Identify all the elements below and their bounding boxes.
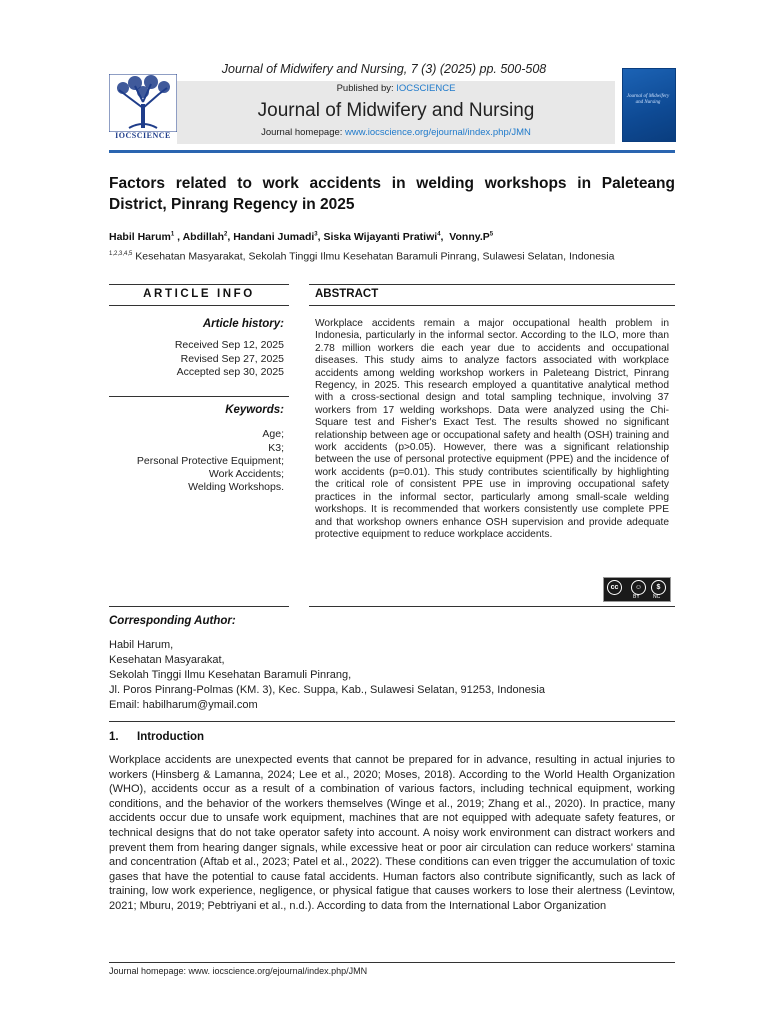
received-date: Received Sep 12, 2025 bbox=[174, 339, 284, 351]
keyword-item: K3; bbox=[268, 442, 284, 454]
journal-homepage bbox=[177, 127, 615, 138]
keyword-item: Welding Workshops. bbox=[188, 481, 284, 493]
journal-citation: Journal of Midwifery and Nursing, 7 (3) (2025) pp. 500-508 bbox=[221, 62, 547, 76]
cc-license-badge[interactable] bbox=[603, 577, 671, 602]
published-by bbox=[177, 83, 615, 94]
affiliation bbox=[109, 247, 675, 264]
footer-homepage: Journal homepage: www. iocscience.org/ejournal/index.php/JMN bbox=[109, 966, 368, 976]
journal-title: Journal of Midwifery and Nursing bbox=[257, 100, 535, 121]
author-sup: 3 bbox=[314, 231, 318, 238]
keyword-item: Personal Protective Equipment; bbox=[136, 455, 284, 467]
corresponding-line: Sekolah Tinggi Ilmu Kesehatan Baramuli Pinrang, bbox=[109, 669, 352, 681]
article-info-heading: ARTICLE INFO bbox=[143, 288, 255, 300]
abstract-heading: ABSTRACT bbox=[315, 288, 379, 300]
affiliation-text: Kesehatan Masyarakat, Sekolah Tinggi Ilmu Kesehatan Baramuli Pinrang, Sulawesi Selatan, Indonesia bbox=[132, 250, 615, 263]
abstract-text: Workplace accidents remain a major occupational health problem in Indonesia, particularly in the informal sector. According to the ILO, more than 2.78 million workers die each year due to accidents and occupational diseases. This study aims to analyze factors associated with workplace accidents among welding workshop workers in Paleteang District, Pinrang Regency, in 2025. This research employed a quantitative analytical method with a cross-sectional design and total sampling technique, involving 37 workers from 17 welding workshops. Data were analyzed using the Chi-Square test and Fisher's Exact Test. The results showed no significant relationship between age or occupational safety and health (OSH) training and work accidents (p>0.05). However, there was a significant relationship between the use of personal protective equipment (PPE) and the incidence of work accidents (p=0.01). This study contributes scientifically by highlighting the critical role of consistent PPE use in improving occupational safety practices in the informal sector, particularly among small-scale welding workshops. It is recommended that workers consistently use complete PPE and that workshop owners enhance OSH supervision and provide adequate protective equipment to reduce workplace accidents. bbox=[315, 318, 669, 540]
keywords-heading: Keywords: bbox=[225, 404, 284, 416]
abstract-bottom-rule bbox=[309, 305, 675, 306]
author-sup: 4 bbox=[437, 231, 441, 238]
article-info-top-rule bbox=[109, 284, 289, 285]
abstract-top-rule bbox=[309, 284, 675, 285]
nc-label: NC bbox=[653, 594, 661, 600]
homepage-link[interactable]: www.iocscience.org/ejournal/index.php/JMN bbox=[345, 127, 531, 138]
corresponding-line: Jl. Poros Pinrang-Polmas (KM. 3), Kec. Suppa, Kab., Sulawesi Selatan, 91253, Indonesia bbox=[109, 684, 545, 696]
publisher-link[interactable]: IOCSCIENCE bbox=[396, 83, 456, 94]
corresponding-heading: Corresponding Author: bbox=[109, 615, 236, 627]
keyword-item: Work Accidents; bbox=[208, 468, 284, 480]
author-sup: 1 bbox=[170, 231, 175, 238]
author-name: Habil Harum bbox=[109, 231, 171, 243]
corresponding-line: Habil Harum, bbox=[109, 639, 174, 651]
article-history-heading: Article history: bbox=[202, 318, 284, 330]
cc-icon: cc bbox=[607, 580, 622, 595]
author-name: Vonny.P bbox=[449, 231, 490, 243]
by-label: BY bbox=[633, 594, 640, 600]
homepage-prefix: Journal homepage: bbox=[261, 127, 346, 138]
section-title: Introduction bbox=[137, 731, 205, 743]
section-divider bbox=[109, 721, 675, 722]
section-number: 1. bbox=[109, 731, 119, 743]
article-info-end-rule bbox=[109, 606, 289, 607]
attribution-icon: ☺ bbox=[631, 580, 646, 595]
tree-logo-icon bbox=[109, 74, 177, 132]
revised-date: Revised Sep 27, 2025 bbox=[180, 353, 284, 365]
abstract-end-rule bbox=[309, 606, 675, 607]
author-name: Abdillah bbox=[182, 231, 224, 243]
keywords-rule bbox=[109, 396, 289, 397]
logo-label: IOCSCIENCE bbox=[115, 131, 171, 140]
author-name: Handani Jumadi bbox=[233, 231, 315, 243]
corresponding-email: Email: habilharum@ymail.com bbox=[109, 699, 258, 711]
introduction-paragraph: Workplace accidents are unexpected events that cannot be prepared for in advance, resulting in actual injuries to workers (Hinsberg & Lamanna, 2024; Lee et al., 2020; Moses, 2018). According to the World Health Organization (WHO), accidents occur as a result of a combination of various factors, including technical equipment, working conditions, and the behavior of the workers themselves (Winge et al., 2019; Zhang et al., 2020). In practice, many accidents occur due to unsafe work equipment, machines that are not equipped with adequate safety features, or technical designs that do not take operator safety into account. A noisy work environment can distract workers and prevent them from hearing danger signals, while excessive heat or poor air circulation can reduce workers' stamina and concentration (Aftab et al., 2023; Patel et al., 2022). These conditions can even trigger the accumulation of toxic gases that have the potential to cause fatal accidents. Human factors also contribute significantly, such as lack of training, low work experience, negligence, or physical fatigue that causes workers to lose their alertness (Levintow, 2021; Mburu, 2019; Pebtriyani et al., n.d.). According to data from the International Labor Organization bbox=[109, 754, 675, 912]
paper-title: Factors related to work accidents in welding workshops in Paleteang District, Pinrang Regency in 2025 bbox=[109, 175, 675, 213]
author-sup: 5 bbox=[489, 231, 494, 238]
footer-divider bbox=[109, 962, 675, 963]
noncommercial-icon: $ bbox=[651, 580, 666, 595]
author-list: Habil Harum$^1$ , Abdillah$^2$, Handani Jumadi$^3$, Siska Wijayanti Pratiwi$^4$, $Vonny.P^5$ bbox=[109, 231, 494, 243]
accepted-date: Accepted sep 30, 2025 bbox=[176, 366, 284, 378]
published-prefix: Published by: bbox=[336, 83, 397, 94]
corresponding-line: Kesehatan Masyarakat, bbox=[109, 654, 225, 666]
header-divider bbox=[109, 150, 675, 153]
affiliation-sup: 1,2,3,4,5 bbox=[109, 251, 133, 257]
article-info-bottom-rule bbox=[109, 305, 289, 306]
keyword-item: Age; bbox=[262, 428, 284, 440]
cover-title: Journal of Midwifery and Nursing bbox=[626, 94, 670, 105]
author-sup: 2 bbox=[224, 231, 228, 238]
author-name: Siska Wijayanti Pratiwi bbox=[323, 231, 438, 243]
